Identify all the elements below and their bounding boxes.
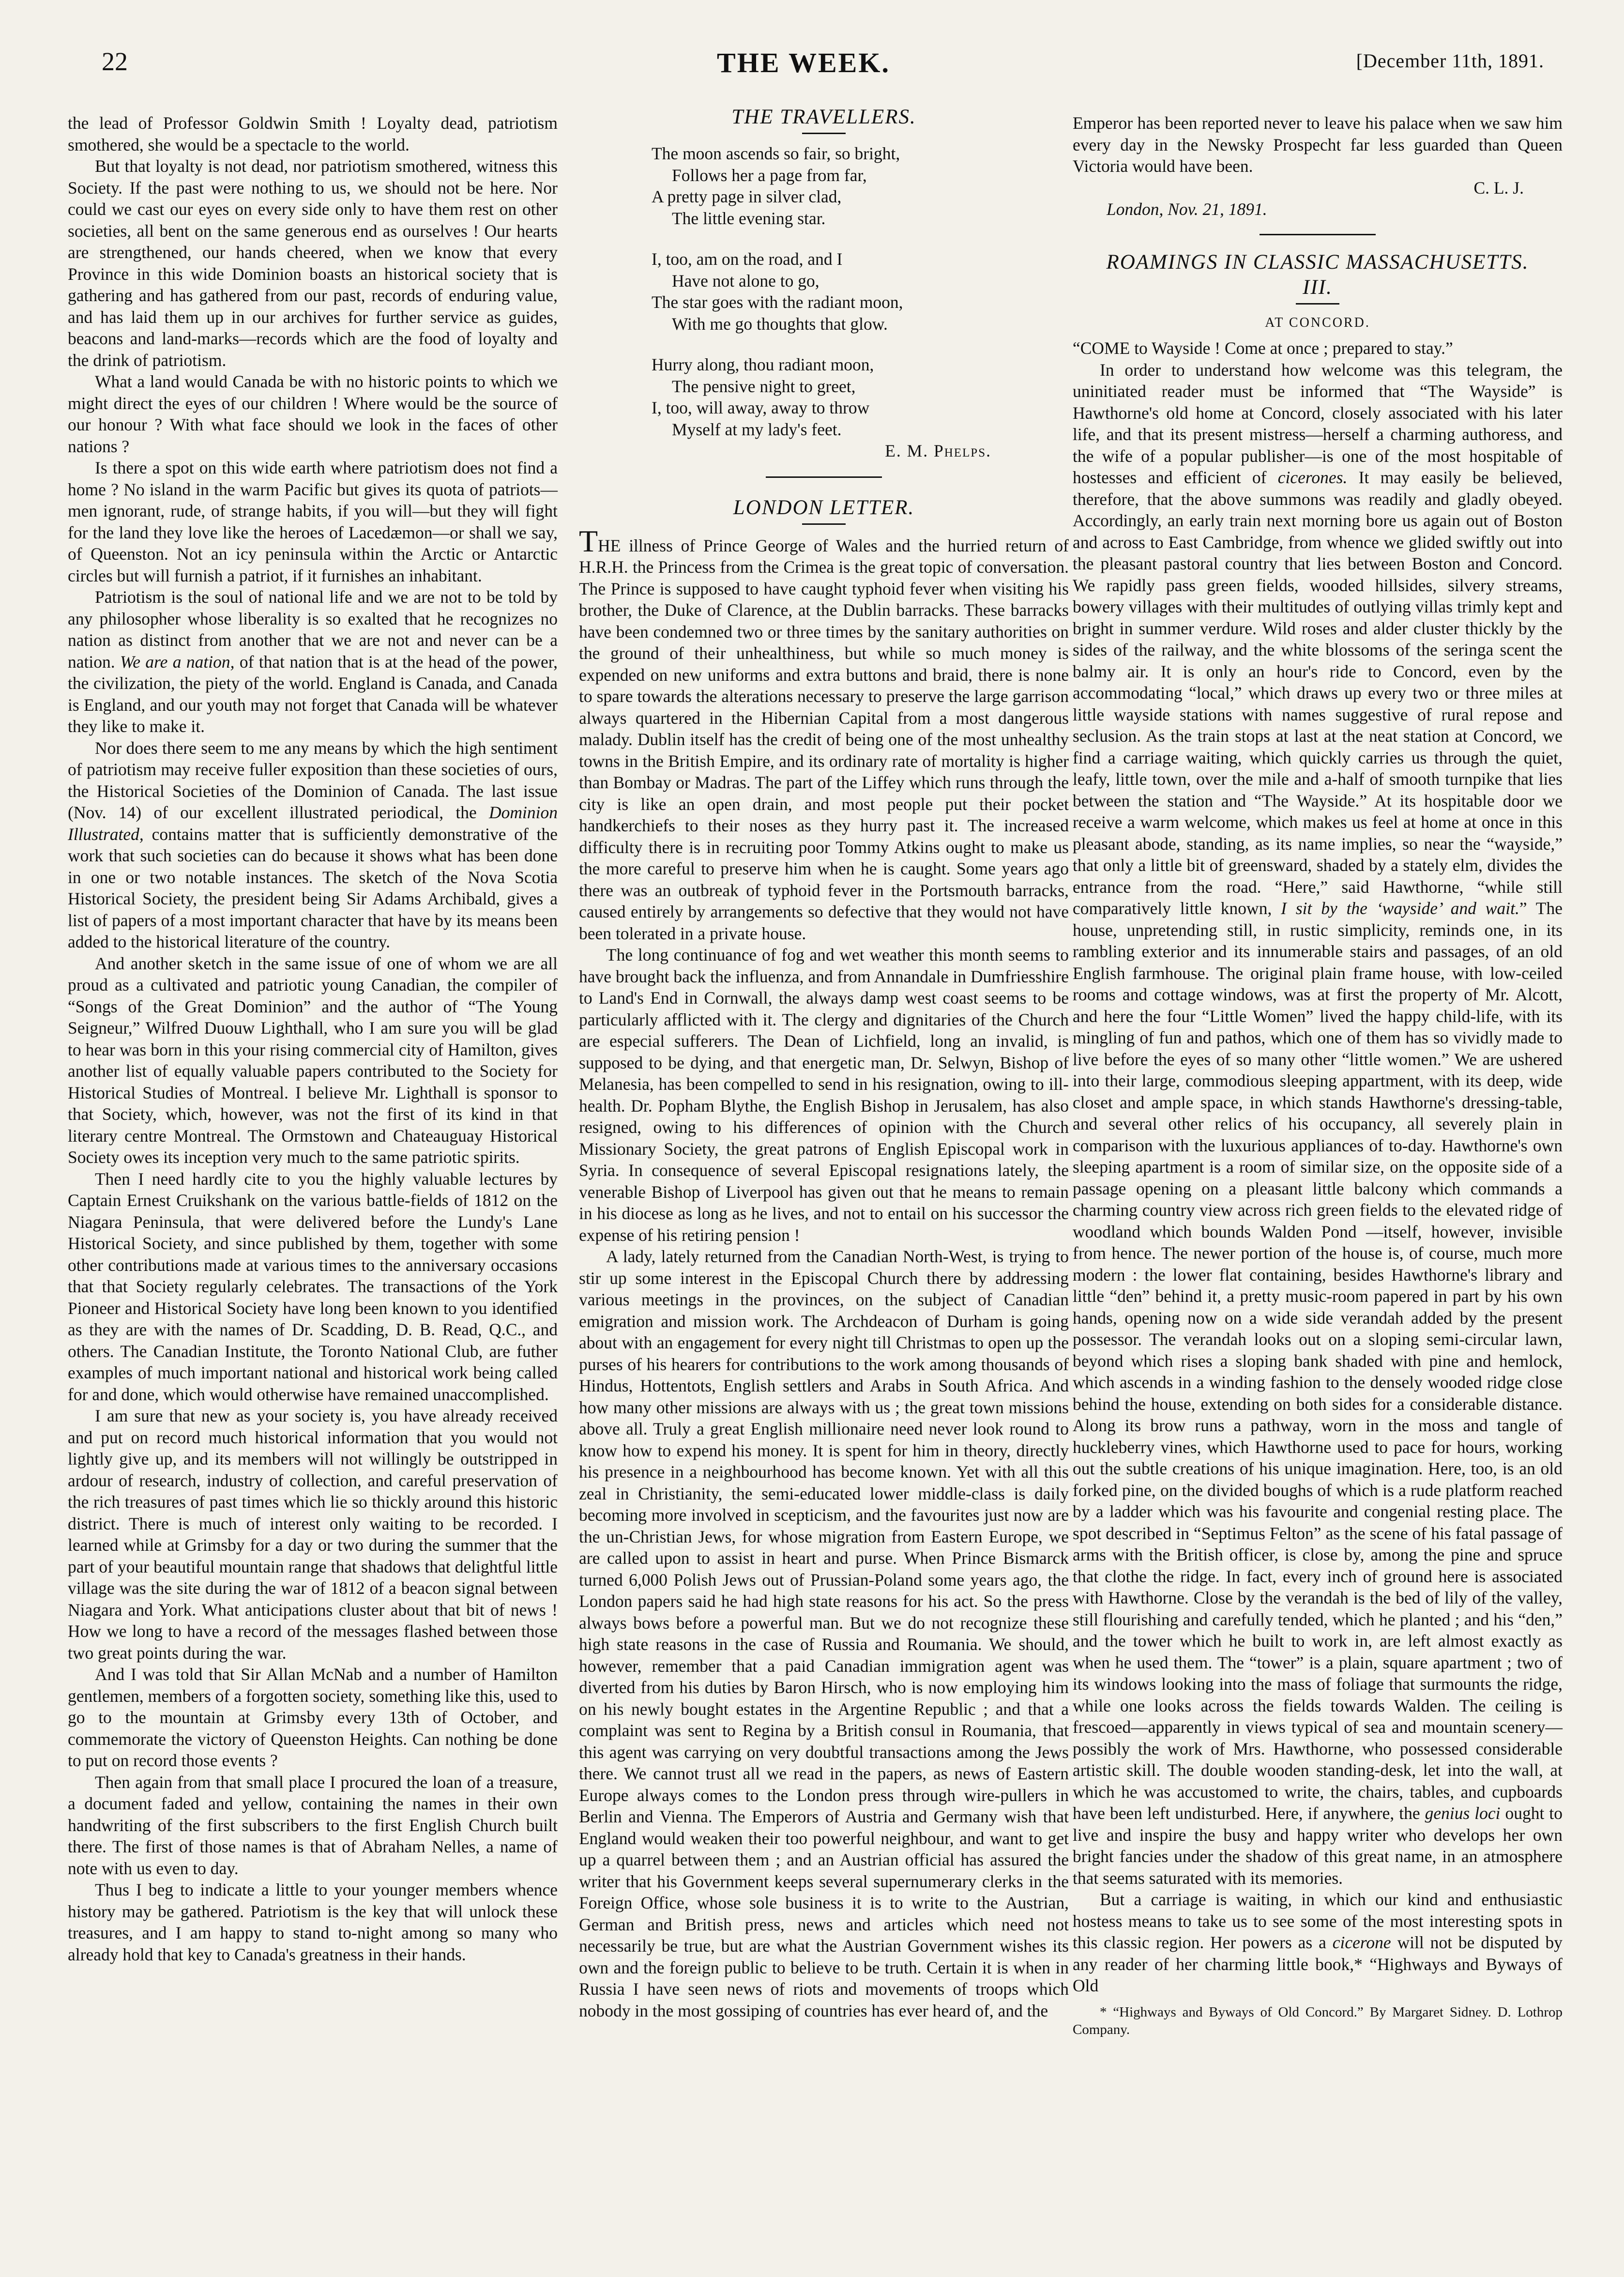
- footnote: * “Highways and Byways of Old Concord.” By Margaret Sidney. D. Lothrop Company.: [1073, 2004, 1563, 2037]
- stanza: [652, 354, 1069, 440]
- poem: [652, 143, 1069, 440]
- poem-line: With me go thoughts that glow.: [672, 314, 888, 334]
- text-run: It may easily be believed, therefore, that the above summons was readily and gladly obeyed. Accordingly, an early train next morning bore us again out of Boston and across to East Cambridge, from whence we glided swiftly out into the pleasant pastoral country that lies between Boston and Concord. We rapidly pass green fields, wooded hillsides, silvery streams, bowery villages with their multitudes of outlying villas trimly kept and bright in summer verdure. Wild roses and alder cluster thickly by the sides of the railway, and the white blossoms of the seringa scent the balmy air. It is only an hour's ride to Concord, even by the accommodating “local,” which draws up every two or three miles at little wayside stations with names suggestive of rural repose and seclusion. As the train stops at last at the neat station at Concord, we find a carriage waiting, which quickly carries us through the quiet, leafy, little town, over the mile and a-half of smooth turnpike that lies between the station and “The Wayside.” At its hospitable door we receive a warm welcome, which makes us feel at home at once in this pleasant abode, standing, as its name implies, so near the “wayside,” that only a little bit of greensward, shaded by a stately elm, divides the entrance from the road. “Here,” said Hawthorne, “while still comparatively little known,: [1073, 468, 1563, 918]
- issue-date: [December 11th, 1891.: [1356, 50, 1544, 72]
- poem-line: Have not alone to go,: [672, 271, 820, 290]
- divider: [802, 523, 846, 525]
- italic-run: Dominion Illustrated,: [68, 803, 558, 844]
- paragraph: Then I need hardly cite to you the highly valuable lectures by Captain Ernest Cruikshank on the various battle-fields of 1812 on the Niagara Peninsula, that were delivered before the Lundy's Lane Historical Society, and since published by them, together with some other contributions made at various times to the anniversary occasions that that Society regularly celebrates. The transactions of the York Pioneer and Historical Society have long been known to you identified as they are with the names of Dr. Scadding, D. B. Read, Q.C., and others. The Canadian Institute, the Toronto National Club, are futher examples of much important national and historical work being called for and done, which would otherwise have remained unaccomplished.: [68, 1169, 558, 1404]
- article-title: ROAMINGS IN CLASSIC MASSACHUSETTS.: [1106, 250, 1529, 274]
- paragraph: [1073, 359, 1563, 1889]
- poem-signature: E. M. Phelps.: [885, 441, 991, 460]
- poem-line: I, too, will away, away to throw: [652, 398, 870, 417]
- divider: [1296, 303, 1339, 305]
- page-number: 22: [102, 47, 128, 76]
- paragraph: Is there a spot on this wide earth where patriotism does not find a home ? No island in the warm Pacific but gives its quota of patriots—men ignorant, rude, of strange habits, if you will—but they will fight for the land they love like the heroes of Lacedæmon—or shall we say, of Queenston. Not an icy peninsula within the Arctic or Antarctic circles but will furnish a patriot, if it furnishes an inhabitant.: [68, 458, 558, 585]
- masthead-title: THE WEEK.: [717, 47, 890, 78]
- poem-line: The little evening star.: [672, 208, 826, 228]
- poem-line: The moon ascends so fair, so bright,: [652, 144, 900, 163]
- text-run: But a carriage is waiting, in which our kind and enthusiastic hostess means to take us to see some of the most interesting spots in this classic region. Her powers as a: [1073, 1890, 1563, 1952]
- text-run: ” The house, unpretending still, in rustic simplicity, reminds one, in its rambling exterior and its innumerable stairs and passages, of an old English farmhouse. The original plain frame house, with low-ceiled rooms and cottage windows, was at first the property of Mr. Alcott, and here the four “Little Women” lived the happy child-life, with its mingling of fun and pathos, which one of them has so vividly made to live before the eyes of so many other “little women.” We are ushered into their large, commodious sleeping appartment, with its deep, wide closet and ample space, in which stands Hawthorne's dressing-table, and several other relics of his occupancy, all severely plain in comparison with the luxurious appliances of to-day. Hawthorne's own sleeping apartment is a room of similar size, on the opposite side of a passage opening on a pleasant little balcony which commands a charming country view across rich green fields to the elevated ridge of woodland which bounds Walden Pond —itself, however, invisible from hence. The newer portion of the house is, of course, much more modern : the lower flat containing, besides Hawthorne's library and little “den” behind it, a pretty music-room papered in part by his own hands, opening now on a wide side verandah added by the present possessor. The verandah looks out on a sloping semi-circular lawn, beyond which rises a sloping bank shaded with pine and hemlock, which ascends in a winding fashion to the densely wooded ridge close behind the house, extending on both sides for a considerable distance. Along its brow runs a pathway, worn in the moss and tangle of huckleberry vines, which Hawthorne used to pace for hours, working out the subtle creations of his unique imagination. Here, too, is an old forked pine, on the divided boughs of which is a rude platform reached by a ladder which was his favourite and congenial resting place. The spot described in “Septimus Felton” as the scene of his fatal passage of arms with the British officer, is close by, among the pine and spruce that clothe the ridge. In fact, every inch of ground here is associated with Hawthorne. Close by the verandah is the bed of lily of the valley, still flourishing and carefully tended, which he planted ; and his “den,” and the tower which he built to work in, are left almost exactly as when he used them. The “tower” is a plain, square apartment ; two of its windows looking into the mass of foliage that surmounts the ridge, while one looks across the fields towards Walden. The ceiling is frescoed—apparently in views typical of sea and mountain scenery—possibly the work of Mrs. Hawthorne, who possessed considerable artistic skill. The double wooden standing-desk, let into the wall, at which he was accustomed to write, the chairs, tables, and cupboards have been left undisturbed. Here, if anywhere, the: [1073, 899, 1563, 1823]
- text-run: will not be disputed by any reader of her charming little book,* “Highways and Byways of Old: [1073, 1933, 1563, 1995]
- page-header: [63, 46, 1544, 80]
- paragraph: And I was told that Sir Allan McNab and a number of Hamilton gentlemen, members of a forgotten society, something like this, used to go to the mountain at Grimsby every 13th of October, and commemorate the victory of Queenston Heights. Can nothing be done to put on record those events ?: [68, 1665, 558, 1770]
- text-run: ought to live and inspire the busy and happy writer who develops her own bright fancies under the shadow of this great name, in an atmosphere that seems saturated with its memories.: [1073, 1803, 1563, 1888]
- paragraph: “COME to Wayside ! Come at once ; prepared to stay.”: [1073, 338, 1453, 358]
- italic-run: cicerone: [1332, 1933, 1391, 1952]
- paragraph: Emperor has been reported never to leave his palace when we saw him every day in the Newsky Prospecht far less guarded than Queen Victoria would have been.: [1073, 113, 1563, 176]
- stanza: [652, 248, 1069, 335]
- poem-title: THE TRAVELLERS.: [731, 106, 916, 128]
- paragraph: [68, 586, 558, 737]
- paragraph: [1073, 1889, 1563, 1997]
- paragraph: But that loyalty is not dead, nor patriotism smothered, witness this Society. If the past were nothing to us, we should not be here. Nor could we cast our eyes on every side only to have them rest on other societies, all bent on the same generous end as ourselves ! Our hearts are strengthened, our hands cheered, when we know that every Province in this wide Dominion boasts an historical society that is gathering and has gathered from our past, records of enduring value, and has laid them up in our archives for further service as guides, beacons and land-marks—records which are the food of loyalty and the drink of patriotism.: [68, 156, 558, 370]
- paragraph: And another sketch in the same issue of one of whom we are all proud as a cultivated and patriotic young Canadian, the compiler of “Songs of the Great Dominion” and the author of “The Young Seigneur,” Wilfred Duouw Lighthall, who I am sure you will be glad to hear was born in this your rising commercial city of Hamilton, gives another list of equally valuable papers contributed to the Society for Historical Studies of Montreal. I believe Mr. Lighthall is sponsor to that Society, which, however, was not the first of its kind in that literary centre Montreal. The Ormstown and Chateauguay Historical Society owes its inception very much to the same patriotic spirits.: [68, 953, 558, 1167]
- column-middle: [579, 105, 1069, 2021]
- poem-line: The star goes with the radiant moon,: [652, 292, 903, 312]
- column-right: [1073, 112, 1563, 2038]
- paragraph: Then again from that small place I procured the loan of a treasure, a document faded and yellow, containing the names in their own handwriting of the first subscribers to the first English Church built there. The first of those names is that of Abraham Nelles, a name of note with us even to day.: [68, 1772, 558, 1878]
- paragraph: A lady, lately returned from the Canadian North-West, is trying to stir up some interest in the Episcopal Church there by addressing various meetings in the provinces, on the subject of Canadian emigration and mission work. The Archdeacon of Durham is going about with an engagement for every night till Christmas to open up the purses of his hearers for contributions to the work among thousands of Hindus, Hottentots, English settlers and Arabs in South Africa. And how many other missions are always with us ; the great town missions above all. Truly a great English millionaire need never look round to know how to expend his money. It is spent for him in theory, directly his presence in a neighbourhood has become known. Yet with all this zeal in Christianity, the semi-educated lower middle-class is daily becoming more involved in scepticism, and the favourites just now are the un-Christian Jews, for whose migration from Eastern Europe, we are called upon to assist in heart and purse. When Prince Bismarck turned 6,000 Polish Jews out of Prussian-Poland some years ago, the London papers said he had high state reasons for his act. So the press always bows before a powerful man. But we do not recognize these high state reasons in the case of Russia and Roumania. We should, however, remember that a paid Canadian immigration agent was diverted from his duties by Baron Hirsch, who is now employing him on his newly bought estates in the Argentine Republic ; and that a complaint was sent to Regina by a British consul in Roumania, that this agent was carrying on very doubtful transactions among the Jews there. We cannot trust all we read in the papers, as news of Eastern Europe always comes to the London press through wire-pullers in Berlin and Vienna. The Emperors of Austria and Germany wish that England would weaken their too powerful neighbour, and want to get up a quarrel between them ; and an Austrian official has assured the writer that his Government keeps several supernumerary clerks in the Foreign Office, whose sole business it is to write to the Austrian, German and British press, news and articles which need not necessarily be true, but are what the Austrian Government wishes its own and the foreign public to believe to be truth. Certain it is when in Russia I have seen news of riots and movements of troops which nobody in the most gossiping of countries has ever heard of, and the: [579, 1247, 1069, 2020]
- divider: [802, 133, 846, 134]
- dateline: London, Nov. 21, 1891.: [1107, 199, 1267, 219]
- paragraph: the lead of Professor Goldwin Smith ! Loyalty dead, patriotism smothered, she would be a spectacle to the world.: [68, 113, 558, 154]
- section-divider: [1260, 234, 1376, 235]
- article-subtitle: AT CONCORD.: [1265, 315, 1370, 330]
- poem-line: A pretty page in silver clad,: [652, 187, 842, 206]
- paragraph: What a land would Canada be with no historic points to which we might direct the eyes of our children ! Where would be the source of our honour ? With what face should we look in the faces of other nations ?: [68, 372, 558, 456]
- italic-run: cicerones.: [1277, 468, 1348, 487]
- italic-run: I sit by the ‘wayside’ and wait.: [1281, 899, 1519, 918]
- poem-line: Follows her a page from far,: [672, 165, 867, 185]
- italic-run: genius loci: [1425, 1803, 1501, 1823]
- text-run: Patriotism is the soul of national life and we are not to be told by any philosopher whose liberality is so exalted that he recognizes no nation as distinct from another that we are not and never can be a nation.: [68, 587, 558, 672]
- italic-run: We are a nation,: [120, 652, 235, 672]
- paragraph: The long continuance of fog and wet weather this month seems to have brought back the influenza, and from Annandale in Dumfriesshire to Land's End in Cornwall, the always damp west coast seems to be particularly afflicted with it. The clergy and dignitaries of the Church are especial sufferers. The Dean of Lichfield, long an invalid, is supposed to be dying, and that energetic man, Dr. Selwyn, Bishop of Melanesia, has been compelled to send in his resignation, owing to ill-health. Dr. Popham Blythe, the English Bishop in Jerusalem, has also resigned, owing to his differences of opinion with the Church Missionary Society, the great patrons of English Episcopal work in Syria. In consequence of several Episcopal resignations lately, the venerable Bishop of Liverpool has given out that he means to remain in his diocese as long as he lives, and not to entail on his successor the expense of his retiring pension !: [579, 945, 1069, 1245]
- text-run: Nor does there seem to me any means by which the high sentiment of patriotism may receive fuller exposition than these societies of ours, the Historical Societies of the Dominion of Canada. The last issue (Nov. 14) of our excellent illustrated periodical, the: [68, 738, 558, 822]
- drop-cap: T: [579, 523, 598, 558]
- paragraph: [579, 523, 1069, 945]
- column-left: [68, 112, 558, 1965]
- poem-line: I, too, am on the road, and I: [652, 249, 843, 269]
- letter-signature: C. L. J.: [1473, 178, 1524, 198]
- poem-line: Myself at my lady's feet.: [672, 419, 842, 439]
- poem-line: The pensive night to greet,: [672, 376, 856, 396]
- paragraph: I am sure that new as your society is, you have already received and put on record much historical information that you would not lightly give up, and its members will not willingly be outstripped in ardour of research, industry of collection, and careful preservation of the rich treasures of past times which lie so thickly around this historic district. There is much of interest only waiting to be recorded. I learned while at Grimsby for a day or two during the summer that the part of your beautiful mountain range that shadows that delightful little village was the site during the war of 1812 of a beacon signal between Niagara and York. What anticipations cluster about that bit of news ! How we long to have a record of the messages flashed between those two great points during the war.: [68, 1406, 558, 1663]
- stanza: [652, 143, 1069, 229]
- text-run: of that nation that is at the head of the power, the civilization, the piety of the world. England is Canada, and Canada is England, and our youth may not forget that Canada will be whatever they like to make it.: [68, 652, 558, 736]
- text-run: In order to understand how welcome was this telegram, the uninitiated reader must be informed that “The Wayside” is Hawthorne's old home at Concord, closely associated with his later life, and that its present mistress—herself a charming authoress, and the wife of a popular publisher—is one of the most hospitable of hostesses and efficient of: [1073, 360, 1563, 487]
- paragraph: Thus I beg to indicate a little to your younger members whence history may be gathered. Patriotism is the key that will unlock these treasures, and I am happy to stand to-night among so many who already hold that key to Canada's greatness in their hands.: [68, 1880, 558, 1964]
- article-title-number: III.: [1303, 275, 1333, 299]
- text-run: contains matter that is sufficiently demonstrative of the work that such societies can do because it shows what has been done in one or two notable instances. The sketch of the Nova Scotia Historical Society, the president being Sir Adams Archibald, gives a list of papers of a most important character that have by its means been added to the historical literature of the country.: [68, 824, 558, 951]
- poem-line: Hurry along, thou radiant moon,: [652, 355, 874, 374]
- text-run: HE illness of Prince George of Wales and the hurried return of H.R.H. the Princess from the Crimea is the great topic of conversation. The Prince is supposed to have caught typhoid fever when visiting his brother, the Duke of Clarence, at the Dublin barracks. These barracks have been condemned two or three times by the sanitary authorities on the ground of their unhealthiness, but while so much money is expended on new uniforms and extra buttons and braid, there is none to spare towards the alterations necessary to preserve the large garrison always quartered in the Hibernian Capital from a most dangerous malady. Dublin itself has the credit of being one of the most unhealthy towns in the British Empire, and its ordinary rate of mortality is higher than Bombay or Madras. The part of the Liffey which runs through the city is like an open drain, and most people put their pocket handkerchiefs to their noses as they hurry past it. The increased difficulty there is in recruiting poor Tommy Atkins ought to make us the more careful to preserve him when he is caught. Some years ago there was an outbreak of typhoid fever in the Portsmouth barracks, caused entirely by arrangements so defective that they would not have been tolerated in a private house.: [579, 535, 1069, 943]
- section-divider: [766, 476, 882, 478]
- paragraph: [68, 737, 558, 953]
- article-title: LONDON LETTER.: [733, 496, 915, 519]
